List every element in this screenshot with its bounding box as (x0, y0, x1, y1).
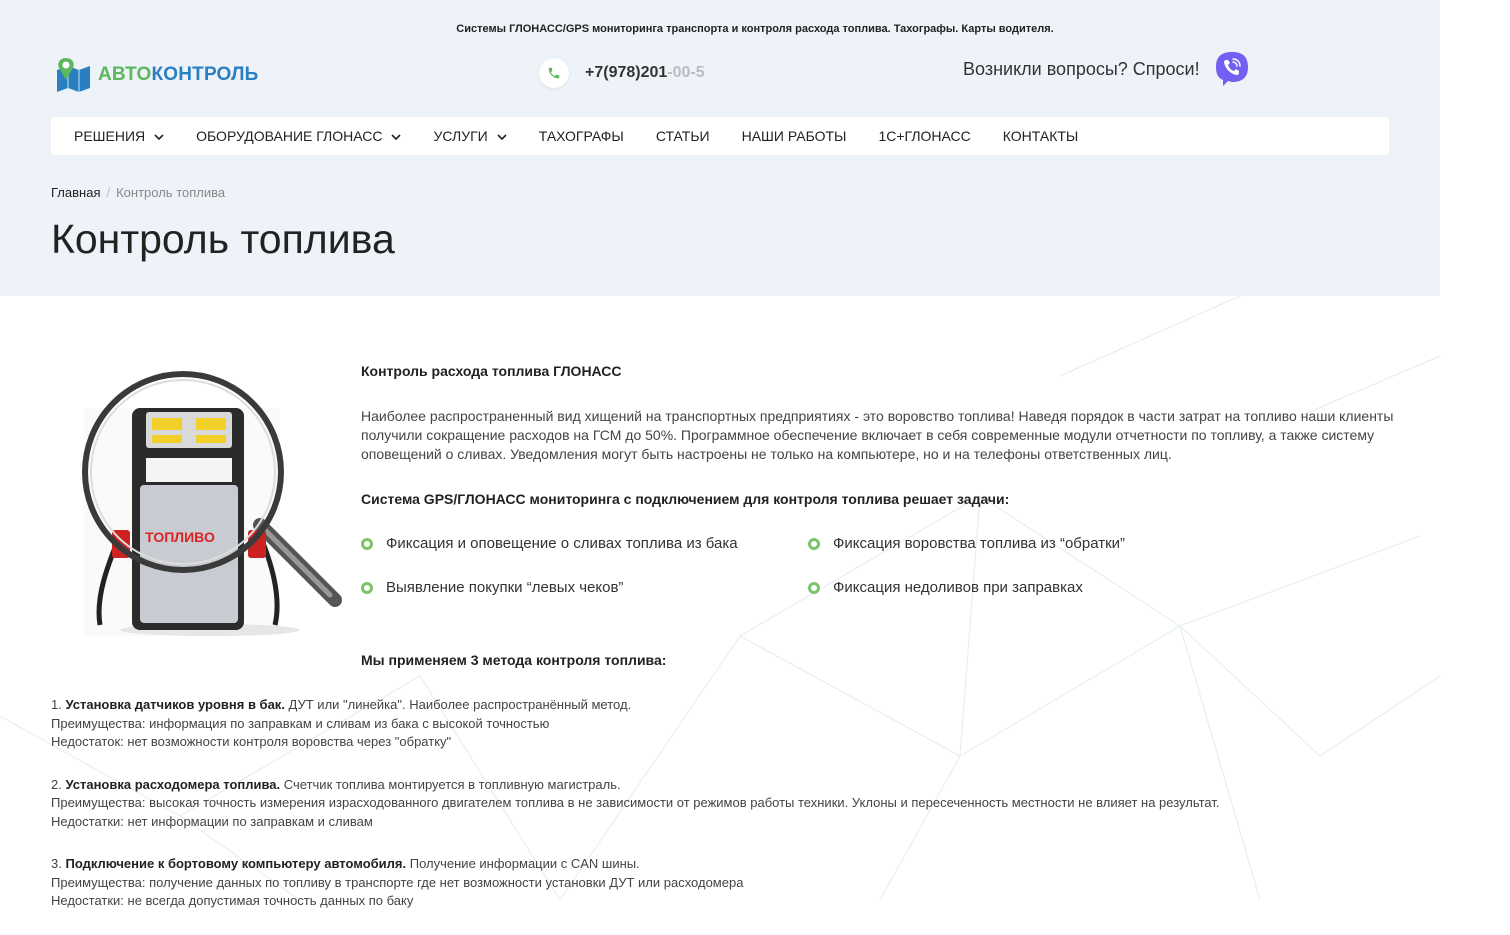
chevron-down-icon (497, 128, 507, 144)
method-pros: Преимущества: высокая точность измерения израсходованного двигателем топлива в не зависимости от режимов работы техники. Уклоны и пересеченность местности не влияет на результат. (51, 795, 1220, 810)
main-nav (51, 117, 1389, 155)
site-logo[interactable] (54, 56, 258, 94)
breadcrumb-separator: / (106, 185, 111, 200)
nav-item-label: ТАХОГРАФЫ (538, 128, 624, 144)
method-description: ДУТ или "линейка". Наиболее распространённый метод. (284, 697, 632, 712)
method-cons: Недостатки: не всегда допустимая точность данных по баку (51, 893, 414, 908)
phone-number: +7(978)201 (585, 64, 668, 81)
bullet-circle-icon (361, 538, 373, 550)
header-tagline: Системы ГЛОНАСС/GPS мониторинга транспорта и контроля расхода топлива. Тахографы. Карты водителя. (456, 23, 1054, 35)
method-description: Счетчик топлива монтируется в топливную магистраль. (280, 776, 621, 792)
list-item (361, 579, 808, 596)
nav-item-tachographs[interactable] (539, 128, 624, 144)
logo-text-part1: АВТО (98, 64, 152, 85)
method-number: 2. (51, 776, 62, 792)
logo-text-part2: КОНТРОЛЬ (151, 64, 259, 85)
nav-item-portfolio[interactable] (742, 128, 847, 144)
task-text: Выявление покупки “левых чеков” (386, 579, 624, 596)
method-number: 3. (51, 856, 62, 871)
bullet-circle-icon (808, 582, 820, 594)
method-number: 1. (51, 697, 62, 712)
method-description: Получение информации с CAN шины. (406, 856, 640, 871)
tasks-heading: Система GPS/ГЛОНАСС мониторинга с подключением для контроля топлива решает задачи: (361, 491, 1010, 507)
nav-item-label: 1С+ГЛОНАСС (878, 128, 971, 144)
logo-map-pin-icon (54, 56, 92, 94)
breadcrumb (51, 185, 225, 200)
ask-question-text: Возникли вопросы? Спроси! (963, 59, 1200, 79)
nav-item-label: УСЛУГИ (433, 128, 488, 144)
nav-item-equipment[interactable] (196, 128, 401, 144)
fuel-pump-magnifier-image (60, 360, 350, 650)
viber-icon[interactable] (1214, 50, 1250, 88)
nav-item-services[interactable] (433, 128, 506, 144)
content-paragraph: Наиболее распространенный вид хищений на транспортных предприятиях - это воровство топлива! Наведя порядок в части затрат на топливо наши клиенты получили сокращение расходов на ГСМ до 50%. Программное обеспечение включает в себя современные модули отчетности по топливу, а также систему оповещений о сливах. Уведомления могут быть настроены не только на компьютере, но и на телефоны ответственных лиц. (361, 408, 1394, 462)
breadcrumb-current: Контроль топлива (116, 185, 226, 200)
content-heading: Контроль расхода топлива ГЛОНАСС (361, 363, 622, 379)
methods-heading: Мы применяем 3 метода контроля топлива: (361, 652, 667, 668)
phone-number-faded: -00-5 (667, 64, 705, 81)
nav-item-label: РЕШЕНИЯ (74, 128, 146, 144)
list-item (361, 535, 808, 552)
method-cons: Недостатки: нет информации по заправкам и сливам (51, 813, 373, 829)
method-item (51, 776, 1391, 832)
phone-icon (539, 58, 569, 88)
nav-item-1c-glonass[interactable] (878, 128, 970, 144)
method-pros: Преимущества: получение данных по топливу в транспорте где нет возможности установки ДУТ или расходомера (51, 874, 744, 890)
list-item (808, 535, 1248, 552)
pump-label: ТОПЛИВО (145, 529, 215, 545)
nav-item-label: НАШИ РАБОТЫ (741, 128, 847, 144)
main-content (361, 362, 1396, 509)
list-item (808, 579, 1248, 596)
nav-item-label: СТАТЬИ (655, 128, 710, 144)
page-title: Контроль топлива (51, 216, 395, 262)
methods-list (51, 696, 1391, 935)
nav-item-contacts[interactable] (1003, 128, 1079, 144)
bullet-circle-icon (808, 538, 820, 550)
task-text: Фиксация воровства топлива из “обратки” (833, 535, 1126, 552)
chevron-down-icon (154, 128, 164, 144)
tasks-list (361, 535, 1261, 596)
method-cons: Недостаток: нет возможности контроля воровства через "обратку" (51, 734, 452, 749)
method-title: Установка датчиков уровня в бак. (65, 697, 285, 712)
nav-item-articles[interactable] (656, 128, 710, 144)
method-item (51, 855, 1391, 911)
breadcrumb-home-link[interactable]: Главная (51, 185, 101, 200)
method-item (51, 696, 1391, 752)
method-title: Установка расходомера топлива. (65, 776, 281, 792)
nav-item-label: КОНТАКТЫ (1002, 128, 1079, 144)
header-phone[interactable] (539, 58, 705, 88)
bullet-circle-icon (361, 582, 373, 594)
nav-item-label: ОБОРУДОВАНИЕ ГЛОНАСС (196, 128, 383, 144)
method-pros: Преимущества: информация по заправкам и сливам из бака с высокой точностью (51, 715, 550, 731)
method-title: Подключение к бортовому компьютеру автомобиля. (65, 856, 407, 871)
task-text: Фиксация и оповещение о сливах топлива из бака (386, 535, 738, 552)
nav-item-solutions[interactable] (74, 128, 164, 144)
task-text: Фиксация недоливов при заправках (833, 579, 1083, 596)
chevron-down-icon (391, 128, 401, 144)
